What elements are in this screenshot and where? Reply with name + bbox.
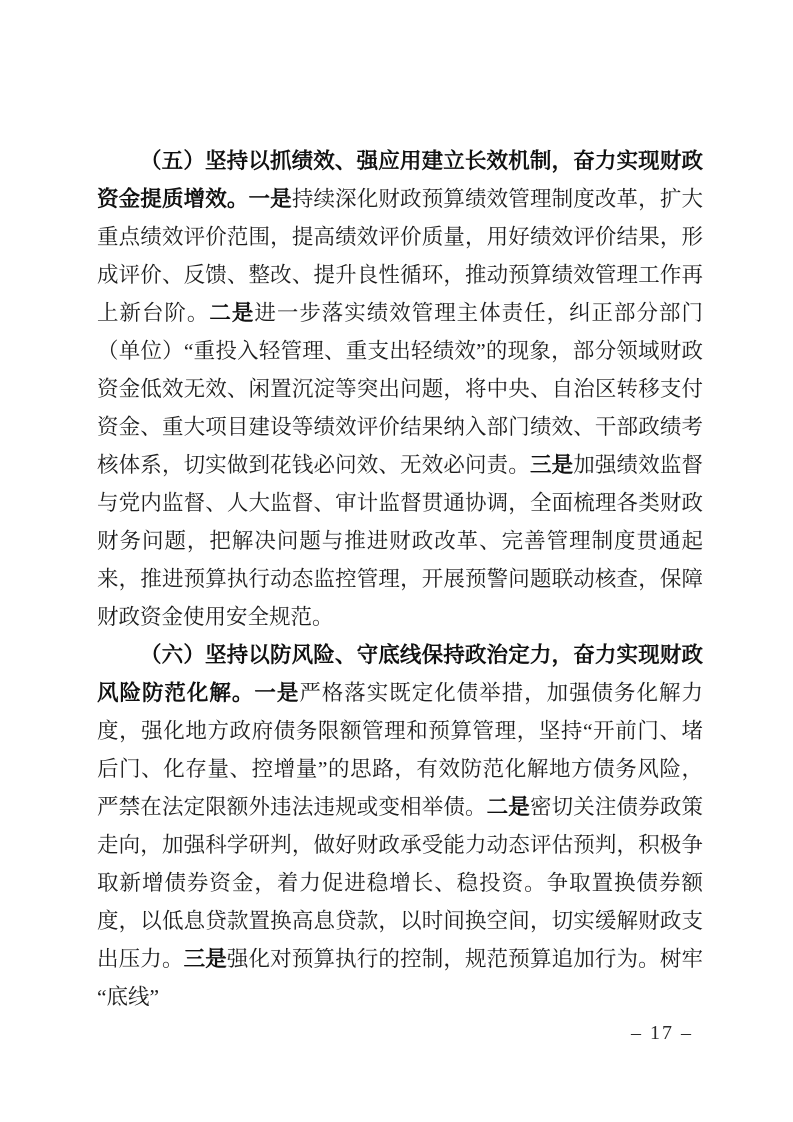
bold-text-run: （六）坚持以防风险、守底线保持政治定力，奋力实现财政风险防范化解。 (97, 643, 703, 705)
paragraph-section-six (97, 636, 703, 1016)
bold-text-run: 三是 (183, 947, 227, 971)
bold-text-run: 二是 (209, 301, 255, 325)
bold-text-run: 一是 (248, 187, 292, 211)
text-run: 加强绩效监督与党内监督、人大监督、审计监督贯通协调，全面梳理各类财政财务问题，把解决问题与推进财政改革、完善管理制度贯通起来，推进预算执行动态监控管理，开展预警问题联动核查，保障财政资金使用安全规范。 (97, 453, 703, 629)
text-run: 持续深化财政预算绩效管理制度改革，扩大重点绩效评价范围，提高绩效评价质量，用好绩效评价结果，形成评价、反馈、整改、提升良性循环，推动预算绩效管理工作再上新台阶。 (97, 187, 703, 325)
bold-text-run: 二是 (486, 795, 530, 819)
document-body (97, 142, 703, 1016)
paragraph-section-five (97, 142, 703, 636)
text-run: 严格落实既定化债举措，加强债务化解力度，强化地方政府债务限额管理和预算管理，坚持“开前门、堵后门、化存量、控增量”的思路，有效防范化解地方债务风险，严禁在法定限额外违法违规或变相举债。 (97, 681, 703, 819)
bold-text-run: 三是 (529, 453, 574, 477)
text-run: 进一步落实绩效管理主体责任，纠正部分部门（单位）“重投入轻管理、重支出轻绩效”的现象，部分领域财政资金低效无效、闲置沉淀等突出问题，将中央、自治区转移支付资金、重大项目建设等绩效评价结果纳入部门绩效、干部政绩考核体系，切实做到花钱必问效、无效必问责。 (97, 301, 703, 477)
text-run: 强化对预算执行的控制，规范预算追加行为。树牢“底线” (97, 947, 703, 1009)
bold-text-run: 一是 (254, 681, 300, 705)
text-run: 密切关注债券政策走向，加强科学研判，做好财政承受能力动态评估预判，积极争取新增债券资金，着力促进稳增长、稳投资。争取置换债券额度，以低息贷款置换高息贷款，以时间换空间，切实缓解财政支出压力。 (97, 795, 703, 971)
page-number: – 17 – (631, 1022, 693, 1044)
bold-text-run: （五）坚持以抓绩效、强应用建立长效机制，奋力实现财政资金提质增效。 (97, 149, 703, 211)
